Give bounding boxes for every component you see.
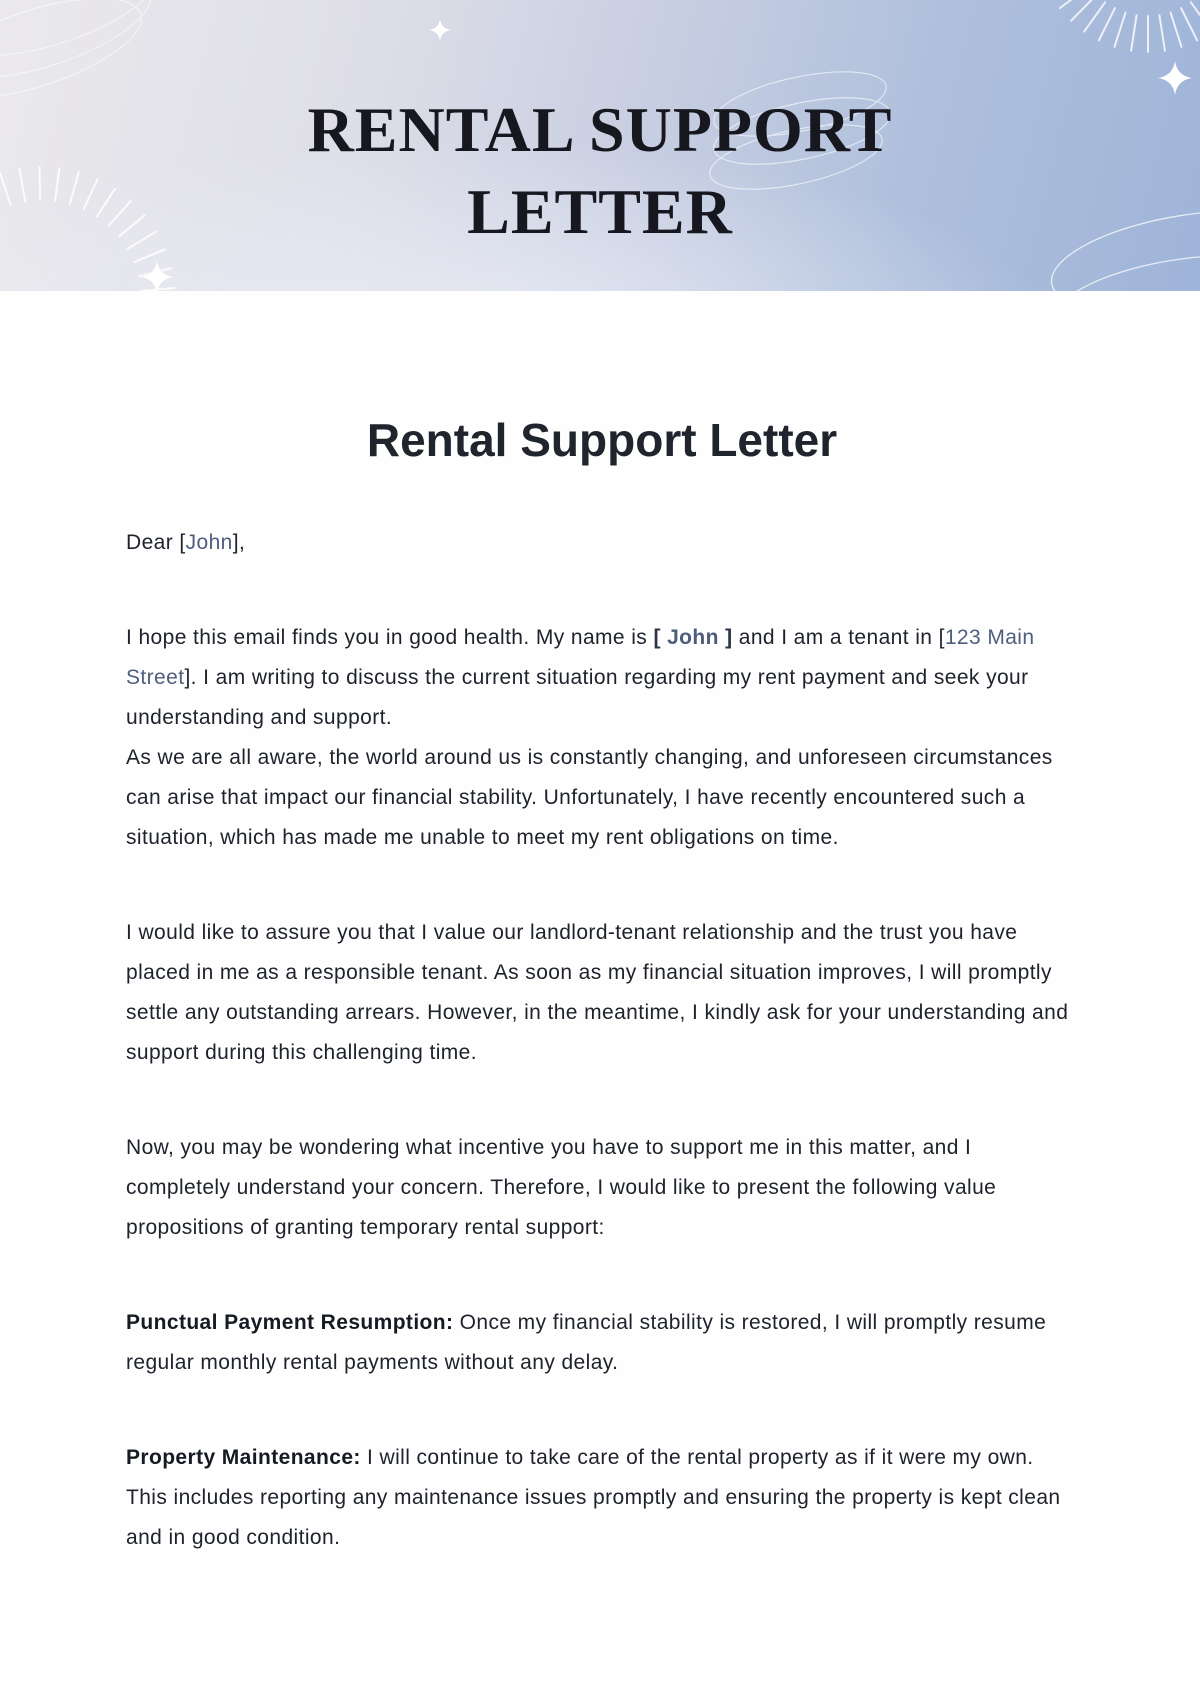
banner-title — [0, 89, 1200, 253]
property-maintenance-label: Property Maintenance: — [126, 1446, 361, 1469]
letter-heading: Rental Support Letter — [366, 414, 838, 466]
address-placeholder: 123 Main Street — [126, 626, 1035, 689]
sparkle-icon — [429, 19, 451, 41]
salutation-suffix: ], — [232, 531, 246, 554]
punctual-payment-text: Once my financial stability is restored, I will promptly resume regular monthly rental payments without any delay. — [126, 1311, 1047, 1374]
paragraph-value-propositions: Now, you may be wondering what incentive you have to support me in this matter, and I completely understand your concern. Therefore, I would like to present the following value propositions of granting temporary rental support: — [126, 1136, 997, 1239]
name-bracket-close: ] — [718, 626, 733, 649]
paragraph-property-maintenance — [126, 1438, 1078, 1558]
paragraph-punctual-payment — [126, 1303, 1078, 1383]
name-bracket-open: [ — [653, 626, 668, 649]
recipient-name-placeholder: John — [185, 531, 233, 554]
banner — [0, 0, 1200, 291]
banner-title-line2: LETTER — [467, 176, 733, 247]
paragraph-assurance: I would like to assure you that I value our landlord-tenant relationship and the trust you have placed in me as a responsible tenant. As soon as my financial situation improves, I will promptly settle any outstanding arrears. However, in the meantime, I kindly ask for your understanding and support during this challenging time. — [126, 921, 1069, 1064]
sunburst-top-right-decoration — [1051, 0, 1200, 52]
paragraph-circumstances: As we are all aware, the world around us is constantly changing, and unforeseen circumstances can arise that impact our financial stability. Unfortunately, I have recently encountered such a situation, which has made me unable to meet my rent obligations on time. — [126, 746, 1053, 849]
sparkle-icon — [141, 261, 173, 291]
intro-text: I hope this email finds you in good health. My name is — [126, 626, 654, 649]
property-maintenance-text: I will continue to take care of the rental property as if it were my own. This includes reporting any maintenance issues promptly and ensuring the property is kept clean and in good condition. — [126, 1446, 1061, 1549]
salutation-prefix: Dear [ — [126, 531, 186, 554]
punctual-payment-label: Punctual Payment Resumption: — [126, 1311, 454, 1334]
banner-title-line1: RENTAL SUPPORT — [307, 94, 893, 165]
letter-body — [0, 412, 1200, 1558]
salutation-line — [126, 523, 1078, 563]
intro-text: ]. I am writing to discuss the current situation regarding my rent payment and seek your understanding and support. — [126, 666, 1029, 729]
sender-name-placeholder: John — [667, 626, 719, 649]
paragraph-intro — [126, 618, 1078, 738]
intro-text: and I am a tenant in [ — [732, 626, 945, 649]
